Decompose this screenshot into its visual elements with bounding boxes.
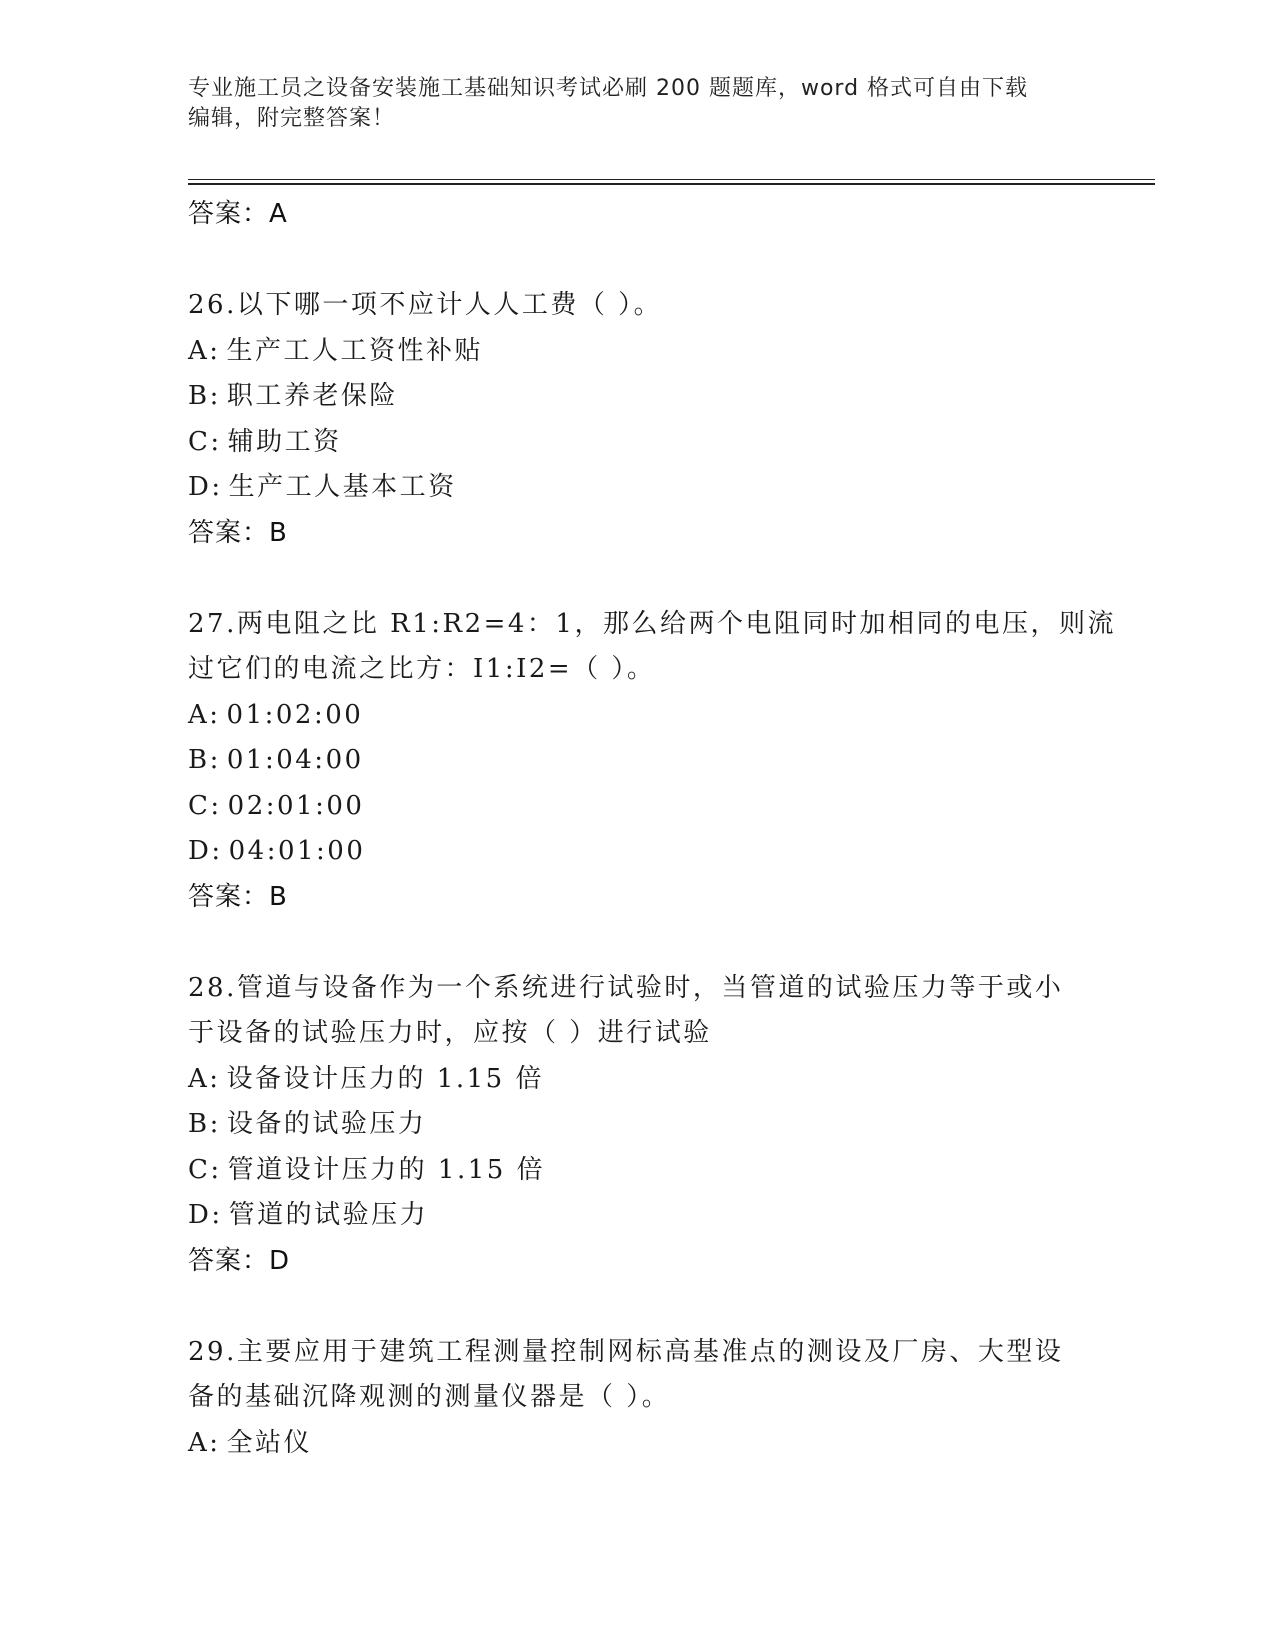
question-text: 29.主要应用于建筑工程测量控制网标高基准点的测设及厂房、大型设 xyxy=(188,1336,1064,1367)
question-text: 过它们的电流之比方：I1:I2=（ ）。 xyxy=(188,654,656,684)
question-list xyxy=(188,192,1116,1466)
option-label: B: xyxy=(188,381,221,411)
option-text: 设备设计压力的 1.15 倍 xyxy=(226,1063,544,1094)
answer-line: 答案：B xyxy=(188,881,288,912)
option-a xyxy=(188,693,1088,739)
option-label: A: xyxy=(188,699,221,730)
option-b xyxy=(188,738,1088,784)
option-label: A: xyxy=(188,1063,221,1094)
question-block xyxy=(188,283,1088,556)
question-text: 26.以下哪一项不应计人人工费（ ）。 xyxy=(188,290,663,320)
header-divider-thick xyxy=(188,183,1155,185)
spacer xyxy=(188,920,1088,966)
header-title-line-2: 编辑，附完整答案！ xyxy=(188,106,396,131)
option-a xyxy=(188,1421,1088,1467)
spacer xyxy=(188,1284,1088,1330)
question-text: 于设备的试验压力时，应按（ ）进行试验 xyxy=(188,1018,712,1048)
option-d xyxy=(188,465,1088,511)
question-text: 28.管道与设备作为一个系统进行试验时，当管道的试验压力等于或小 xyxy=(188,972,1064,1003)
page-header xyxy=(188,74,1068,134)
option-label: D: xyxy=(188,472,223,502)
option-label: A: xyxy=(188,1427,221,1458)
option-b xyxy=(188,1102,1088,1148)
option-text: 04:01:00 xyxy=(228,836,366,866)
option-text: 管道设计压力的 1.15 倍 xyxy=(227,1154,546,1185)
question-block xyxy=(188,966,1088,1285)
spacer xyxy=(188,556,1088,602)
question-block xyxy=(188,602,1116,921)
option-b xyxy=(188,374,1088,420)
option-text: 管道的试验压力 xyxy=(228,1200,429,1230)
option-label: C: xyxy=(188,790,222,821)
header-divider-thin xyxy=(188,179,1155,180)
option-label: C: xyxy=(188,426,222,457)
option-text: 02:01:00 xyxy=(227,790,365,821)
question-text: 备的基础沉降观测的测量仪器是（ ）。 xyxy=(188,1382,671,1412)
option-a xyxy=(188,329,1088,375)
option-a xyxy=(188,1057,1088,1103)
option-text: 生产工人工资性补贴 xyxy=(226,335,484,366)
option-label: A: xyxy=(188,335,221,366)
option-text: 全站仪 xyxy=(226,1427,313,1458)
answer-line: 答案：A xyxy=(188,199,288,229)
option-d xyxy=(188,829,1088,875)
spacer xyxy=(188,238,1088,284)
option-label: D: xyxy=(188,1200,223,1230)
option-label: D: xyxy=(188,836,223,866)
option-text: 辅助工资 xyxy=(227,426,342,457)
option-text: 设备的试验压力 xyxy=(226,1109,427,1139)
option-text: 01:02:00 xyxy=(226,699,364,730)
option-text: 生产工人基本工资 xyxy=(228,472,457,502)
question-text: 27.两电阻之比 R1:R2=4：1，那么给两个电阻同时加相同的电压，则流 xyxy=(188,608,1116,639)
option-text: 01:04:00 xyxy=(226,745,364,775)
option-c xyxy=(188,420,1088,466)
answer-line: 答案：D xyxy=(188,1245,291,1276)
option-label: C: xyxy=(188,1154,222,1185)
option-label: B: xyxy=(188,745,221,775)
header-title-line-1: 专业施工员之设备安装施工基础知识考试必刷 200 题题库，word 格式可自由下载 xyxy=(188,76,1029,101)
option-d xyxy=(188,1193,1088,1239)
option-c xyxy=(188,1148,1088,1194)
answer-line: 答案：B xyxy=(188,517,288,548)
option-text: 职工养老保险 xyxy=(226,381,398,411)
option-label: B: xyxy=(188,1109,221,1139)
question-block xyxy=(188,1330,1088,1467)
option-c xyxy=(188,784,1088,830)
